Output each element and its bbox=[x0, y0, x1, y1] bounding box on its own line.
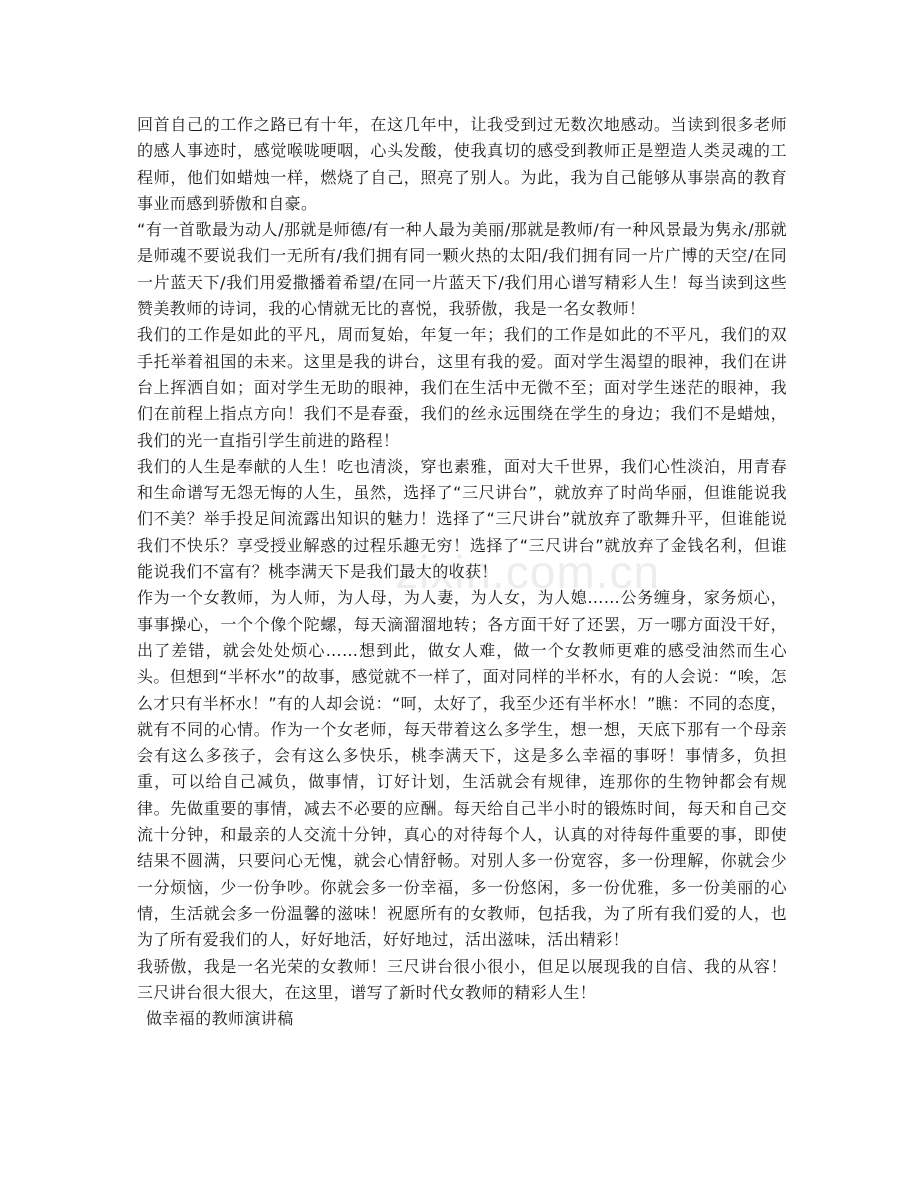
document-title: 做幸福的教师演讲稿 bbox=[146, 1009, 294, 1029]
paragraph-1: 回首自己的工作之路已有十年，在这几年中，让我受到过无数次地感动。当读到很多老师的感人事迹时，感觉喉咙哽咽，心头发酸，使我真切的感受到教师正是塑造人类灵魂的工程师，他们如蜡烛一样，燃烧了自己，照亮了别人。为此，我为自己能够从事崇高的教育事业而感到骄傲和自豪。 bbox=[137, 115, 787, 213]
document-body bbox=[137, 112, 787, 1032]
paragraph-5: 作为一个女教师，为人师，为人母，为人妻，为人女，为人媳……公务缠身，家务烦心，事事操心，一个个像个陀螺，每天滴溜溜地转；各方面干好了还罢，万一哪方面没干好，出了差错，就会处处烦心……想到此，做女人难，做一个女教师更难的感受油然而生心头。但想到“半杯水”的故事，感觉就不一样了，面对同样的半杯水，有的人会说：“唉，怎么才只有半杯水！”有的人却会说：“呵，太好了，我至少还有半杯水！”瞧：不同的态度，就有不同的心情。作为一个女老师，每天带着这么多学生，想一想，天底下那有一个母亲会有这么多孩子，会有这么多快乐，桃李满天下，这是多么幸福的事呀！事情多，负担重，可以给自己减负，做事情，订好计划，生活就会有规律，连那你的生物钟都会有规律。先做重要的事情，减去不必要的应酬。每天给自己半小时的锻炼时间，每天和自己交流十分钟，和最亲的人交流十分钟，真心的对待每个人，认真的对待每件重要的事，即使结果不圆满，只要问心无愧，就会心情舒畅。对别人多一份宽容，多一份理解，你就会少一分烦恼，少一份争吵。你就会多一份幸福，多一份悠闲，多一份优雅，多一份美丽的心情，生活就会多一份温馨的滋味！祝愿所有的女教师，包括我，为了所有我们爱的人，也为了所有爱我们的人，好好地活，好好地过，活出滋味，活出精彩！ bbox=[137, 588, 787, 950]
paragraph-4: 我们的人生是奉献的人生！吃也清淡，穿也素雅，面对大千世界，我们心性淡泊，用青春和生命谱写无怨无悔的人生，虽然，选择了“三尺讲台”，就放弃了时尚华丽，但谁能说我们不美？举手投足间流露出知识的魅力！选择了“三尺讲台”就放弃了歌舞升平，但谁能说我们不快乐？享受授业解惑的过程乐趣无穷！选择了“三尺讲台”就放弃了金钱名利，但谁能说我们不富有？桃李满天下是我们最大的收获！ bbox=[137, 456, 787, 582]
paragraph-3: 我们的工作是如此的平凡，周而复始，年复一年；我们的工作是如此的不平凡，我们的双手托举着祖国的未来。这里是我的讲台，这里有我的爱。面对学生渴望的眼神，我们在讲台上挥洒自如；面对学生无助的眼神，我们在生活中无微不至；面对学生迷茫的眼神，我们在前程上指点方向！我们不是春蚕，我们的丝永远围绕在学生的身边；我们不是蜡烛，我们的光一直指引学生前进的路程！ bbox=[137, 325, 787, 450]
paragraph-2: “有一首歌最为动人/那就是师德/有一种人最为美丽/那就是教师/有一种风景最为隽永/那就是师魂不要说我们一无所有/我们拥有同一颗火热的太阳/我们拥有同一片广博的天空/在同一片蓝天下/我们用爱撒播着希望/在同一片蓝天下/我们用心谱写精彩人生！每当读到这些赞美教师的诗词，我的心情就无比的喜悦，我骄傲，我是一名女教师！ bbox=[137, 220, 787, 319]
watermark: zixin.com.cn bbox=[395, 546, 661, 598]
paragraph-6: 我骄傲，我是一名光荣的女教师！三尺讲台很小很小，但足以展现我的自信、我的从容！三尺讲台很大很大，在这里，谱写了新时代女教师的精彩人生！ bbox=[137, 956, 787, 1002]
